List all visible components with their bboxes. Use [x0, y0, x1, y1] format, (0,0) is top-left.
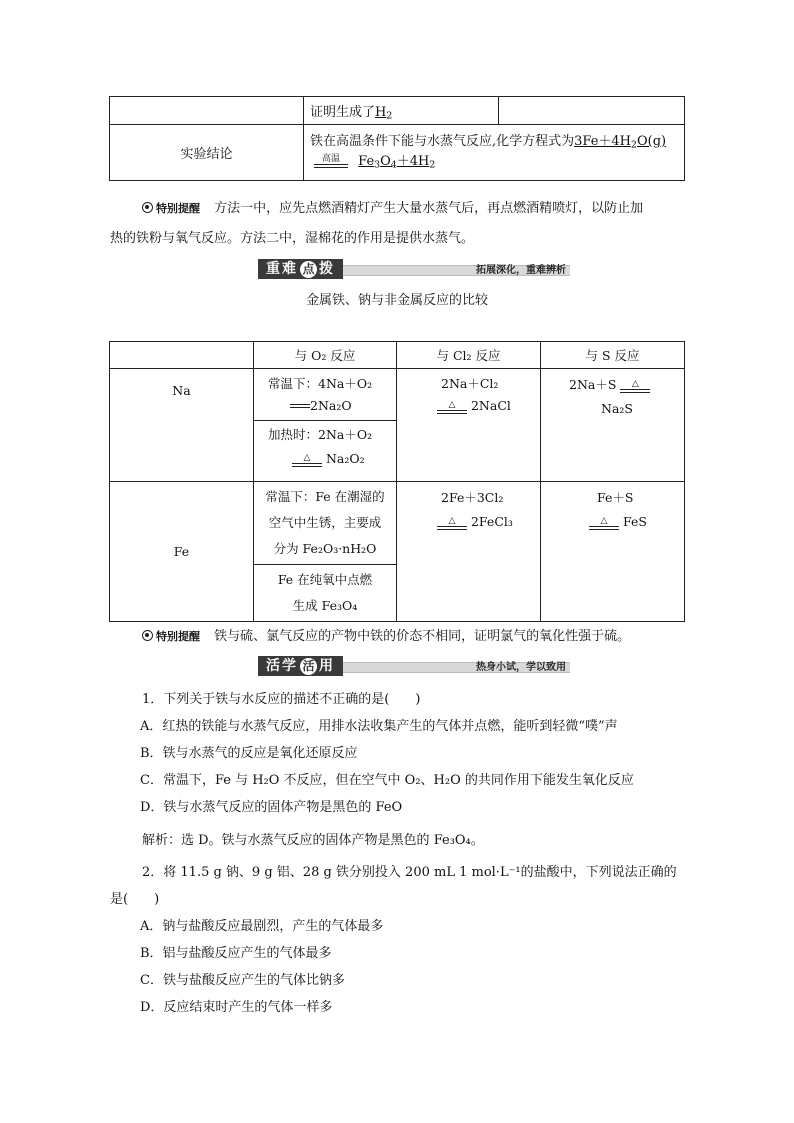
- tip-1-line2: 热的铁粉与氧气反应。方法二中，湿棉花的作用是提供水蒸气。: [110, 231, 475, 246]
- tip-2: [142, 625, 702, 644]
- tip-1: [142, 191, 687, 227]
- h2-formula: $H_2$: [375, 105, 393, 122]
- conclusion-line2: [310, 151, 678, 173]
- section-banner-key-points: [258, 259, 570, 279]
- fe-s: Fe＋S △ FeS: [541, 482, 685, 622]
- banner-title: 活学 活 用: [258, 656, 343, 676]
- tip-2-text: 铁与硫、氯气反应的产物中铁的价态不相同，证明氯气的氧化性强于硫。: [214, 629, 631, 644]
- q2-option-c: C．铁与盐酸反应产生的气体比钠多: [140, 973, 345, 988]
- q1-stem: 1．下列关于铁与水反应的描述不正确的是( ): [142, 692, 421, 707]
- q2-stem-line2: 是( ): [110, 892, 160, 907]
- reaction-condition: 高温: [314, 154, 348, 168]
- na-s: 2Na＋S △ Na₂S: [541, 369, 685, 482]
- q1-option-a: A．红热的铁能与水蒸气反应，用排水法收集产生的气体并点燃，能听到轻微“噗”声: [140, 719, 618, 734]
- tip-icon: [142, 630, 153, 641]
- comparison-table: [109, 341, 685, 622]
- q2-option-b: B．铝与盐酸反应产生的气体最多: [140, 946, 332, 961]
- tip-label: 特别提醒: [156, 202, 200, 215]
- tip-icon: [142, 202, 153, 213]
- q2-stem-line1: 2．将 11.5 g 钠、9 g 铝、28 g 铁分别投入 200 mL 1 mol·L⁻¹的盐酸中，下列说法正确的: [142, 865, 677, 880]
- q2-option-d: D．反应结束时产生的气体一样多: [140, 1000, 333, 1015]
- q1-option-d: D．铁与水蒸气反应的固体产物是黑色的 FeO: [140, 800, 403, 815]
- table-cell-empty-right: [499, 97, 685, 125]
- tip-1-line1: 方法一中，应先点燃酒精灯产生大量水蒸气后，再点燃酒精喷灯，以防止加: [214, 201, 644, 216]
- table-cell-h2: [304, 97, 499, 125]
- row-label-na: Na: [110, 369, 254, 482]
- na-cl2: 2Na＋Cl₂ △ 2NaCl: [397, 369, 541, 482]
- na-o2-heat: 加热时：2Na＋O₂ △ Na₂O₂: [254, 421, 397, 482]
- banner-title: 重难 点 拨: [258, 259, 343, 279]
- section-banner-practice: [258, 656, 570, 676]
- banner-subtitle: 热身小试，学以致用: [476, 662, 566, 673]
- section-title: 金属铁、钠与非金属反应的比较: [305, 293, 488, 308]
- q2-option-a: A．钠与盐酸反应最剧烈，产生的气体最多: [140, 919, 384, 934]
- header-o2: 与 O₂ 反应: [254, 342, 397, 369]
- na-o2-room: 常温下：4Na＋O₂ 2Na₂O: [254, 369, 397, 421]
- q1-option-b: B．铁与水蒸气的反应是氧化还原反应: [140, 746, 358, 761]
- q1-option-c: C．常温下，Fe 与 H₂O 不反应，但在空气中 O₂、H₂O 的共同作用下能发生氧化反应: [140, 773, 634, 788]
- experiment-table: [109, 96, 685, 181]
- tip-label: 特别提醒: [156, 630, 200, 643]
- q1-analysis: 解析：选 D。铁与水蒸气反应的固体产物是黑色的 Fe₃O₄。: [142, 833, 484, 848]
- header-empty: [110, 342, 254, 369]
- fe-cl2: 2Fe＋3Cl₂ △ 2FeCl₃: [397, 482, 541, 622]
- fe-o2-room: 常温下：Fe 在潮湿的 空气中生锈，主要成 分为 Fe₂O₃·nH₂O: [254, 482, 397, 565]
- equation-right: $Fe_3O_4+4H_2$: [358, 153, 436, 170]
- row-label-fe: Fe: [110, 482, 254, 622]
- conclusion-label: 实验结论: [110, 125, 304, 181]
- header-s: 与 S 反应: [541, 342, 685, 369]
- header-cl2: 与 Cl₂ 反应: [397, 342, 541, 369]
- conclusion-content: [304, 125, 685, 181]
- table-cell-empty: [110, 97, 304, 125]
- equation-left: $3Fe+4H_2O(g)$: [574, 133, 667, 150]
- banner-subtitle: 拓展深化，重难辨析: [476, 265, 566, 276]
- fe-o2-pure: Fe 在纯氧中点燃 生成 Fe₃O₄: [254, 565, 397, 622]
- conclusion-line1: 铁在高温条件下能与水蒸气反应,化学方程式为$3Fe+4H_2O(g)$: [310, 133, 667, 150]
- proof-text: 证明生成了: [310, 105, 376, 120]
